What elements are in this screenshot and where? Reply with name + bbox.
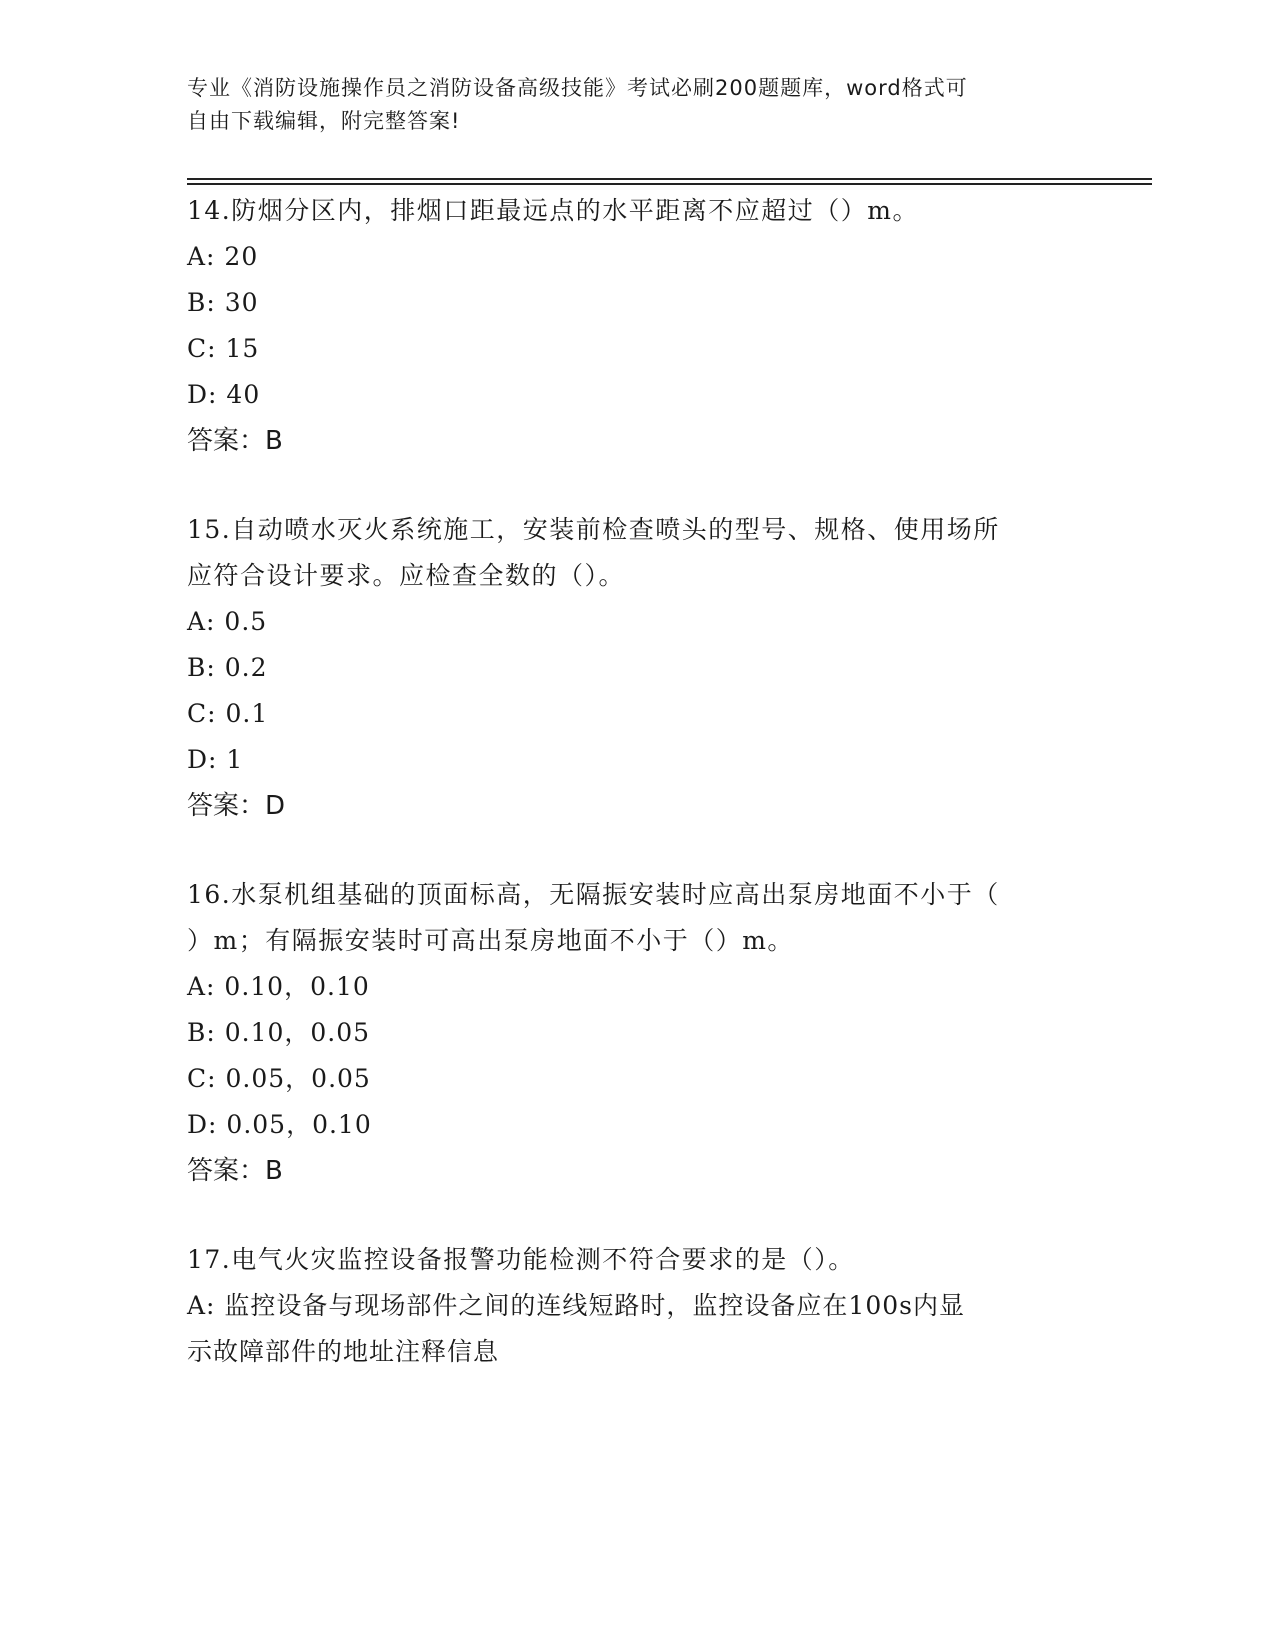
option-a-continued: 示故障部件的地址注释信息	[187, 1337, 500, 1366]
answer-label: 答案：B	[187, 426, 283, 456]
header-divider-top	[187, 178, 1152, 180]
option-a: A: 0.10，0.10	[187, 972, 370, 1001]
question-stem-continued: 应符合设计要求。应检查全数的（）。	[187, 561, 626, 590]
option-c: C: 0.1	[187, 699, 269, 728]
question-17	[187, 1237, 1087, 1375]
question-stem-continued: ）m；有隔振安装时可高出泵房地面不小于（）m。	[187, 926, 794, 955]
question-stem: 15.自动喷水灭火系统施工，安装前检查喷头的型号、规格、使用场所	[187, 515, 1000, 544]
answer-label: 答案：D	[187, 791, 286, 821]
question-list	[187, 188, 1087, 1418]
option-d: D: 1	[187, 745, 244, 774]
option-d: D: 40	[187, 380, 261, 409]
question-15	[187, 507, 1087, 829]
option-b: B: 30	[187, 288, 259, 317]
option-b: B: 0.2	[187, 653, 268, 682]
option-c: C: 15	[187, 334, 260, 363]
option-a: A: 监控设备与现场部件之间的连线短路时，监控设备应在100s内显	[187, 1291, 965, 1320]
question-stem: 14.防烟分区内，排烟口距最远点的水平距离不应超过（）m。	[187, 196, 919, 225]
option-a: A: 0.5	[187, 607, 268, 636]
option-b: B: 0.10，0.05	[187, 1018, 371, 1047]
option-d: D: 0.05，0.10	[187, 1110, 372, 1139]
header-line-2: 自由下载编辑，附完整答案!	[187, 109, 461, 133]
question-stem: 16.水泵机组基础的顶面标高，无隔振安装时应高出泵房地面不小于（	[187, 880, 1000, 909]
header-divider-bottom	[187, 183, 1152, 185]
header-line-1: 专业《消防设施操作员之消防设备高级技能》考试必刷200题题库，word格式可	[187, 76, 968, 100]
question-16	[187, 872, 1087, 1194]
question-14	[187, 188, 1087, 464]
document-header	[187, 72, 1067, 138]
option-a: A: 20	[187, 242, 259, 271]
question-stem: 17.电气火灾监控设备报警功能检测不符合要求的是（）。	[187, 1245, 855, 1274]
answer-label: 答案：B	[187, 1156, 283, 1186]
option-c: C: 0.05，0.05	[187, 1064, 371, 1093]
